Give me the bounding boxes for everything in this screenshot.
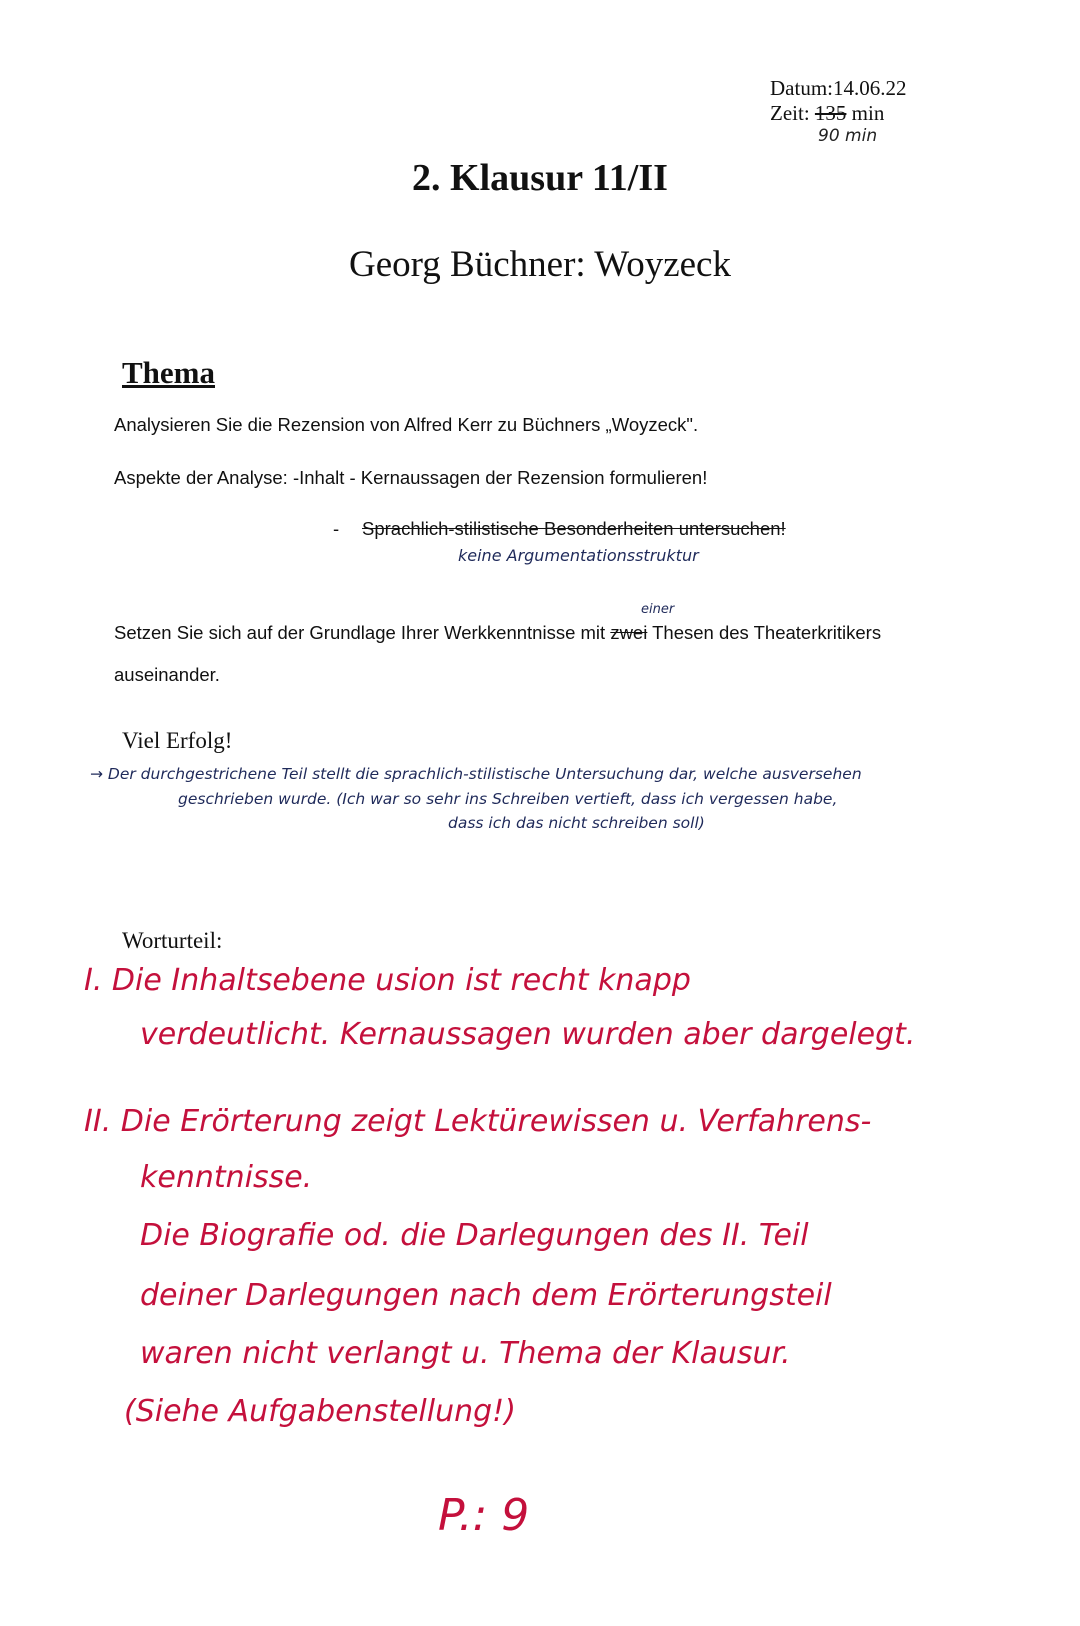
task-line-5: auseinander. [114, 664, 220, 685]
thema-heading: Thema [122, 355, 215, 390]
exam-subtitle: Georg Büchner: Woyzeck [349, 244, 731, 285]
student-note-line-3: dass ich das nicht schreiben soll) [448, 814, 705, 832]
exam-title: 2. Klausur 11/II [412, 157, 668, 199]
teacher-comment-line-6: deiner Darlegungen nach dem Erörterungsteil [140, 1278, 832, 1313]
student-note-line-1: → Der durchgestrichene Teil stellt die sprachlich-stilistische Untersuchung dar, welche ausversehen [90, 765, 862, 783]
exam-date: Datum:14.06.22 [770, 76, 907, 100]
time-struck: 135 [814, 101, 847, 125]
teacher-comment-line-4: kenntnisse. [140, 1160, 313, 1195]
task-line-2: Aspekte der Analyse: -Inhalt - Kernaussagen der Rezension formulieren! [114, 467, 708, 488]
time-handwritten: 90 min [818, 126, 878, 146]
exam-time [770, 101, 884, 126]
teacher-comment-line-3: II. Die Erörterung zeigt Lektürewissen u. Verfahrens- [84, 1104, 872, 1139]
teacher-comment-line-1: I. Die Inhaltsebene usion ist recht knapp [84, 963, 691, 998]
teacher-comment-line-7: waren nicht verlangt u. Thema der Klausur. [140, 1336, 791, 1371]
task-line-3-dash: - [333, 518, 340, 539]
time-label: Zeit: [770, 101, 815, 125]
task-line-4-struck: zwei [610, 622, 648, 643]
teacher-comment-line-2: verdeutlicht. Kernaussagen wurden aber dargelegt. [140, 1017, 916, 1052]
worturteil-label: Worturteil: [122, 928, 223, 953]
task-line-1: Analysieren Sie die Rezension von Alfred Kerr zu Büchners „Woyzeck". [114, 414, 699, 435]
task-line-3-handwritten: keine Argumentationsstruktur [458, 546, 699, 565]
student-note-line-2: geschrieben wurde. (Ich war so sehr ins Schreiben vertieft, dass ich vergessen habe, [178, 790, 838, 808]
task-line-3-struck: Sprachlich-stilistische Besonderheiten untersuchen! [362, 518, 786, 539]
teacher-comment-line-8: (Siehe Aufgabenstellung!) [124, 1394, 516, 1429]
task-line-4-prefix: Setzen Sie sich auf der Grundlage Ihrer Werkkenntnisse mit [114, 622, 611, 643]
score: P.: 9 [438, 1490, 530, 1541]
teacher-comment-line-5: Die Biografie od. die Darlegungen des II. Teil [140, 1218, 809, 1253]
task-line-4 [114, 622, 881, 644]
task-line-4-suffix: Thesen des Theaterkritikers [647, 622, 882, 643]
time-unit: min [846, 101, 885, 125]
task-line-4-insert: einer [641, 602, 675, 617]
closing-wish: Viel Erfolg! [122, 728, 233, 753]
